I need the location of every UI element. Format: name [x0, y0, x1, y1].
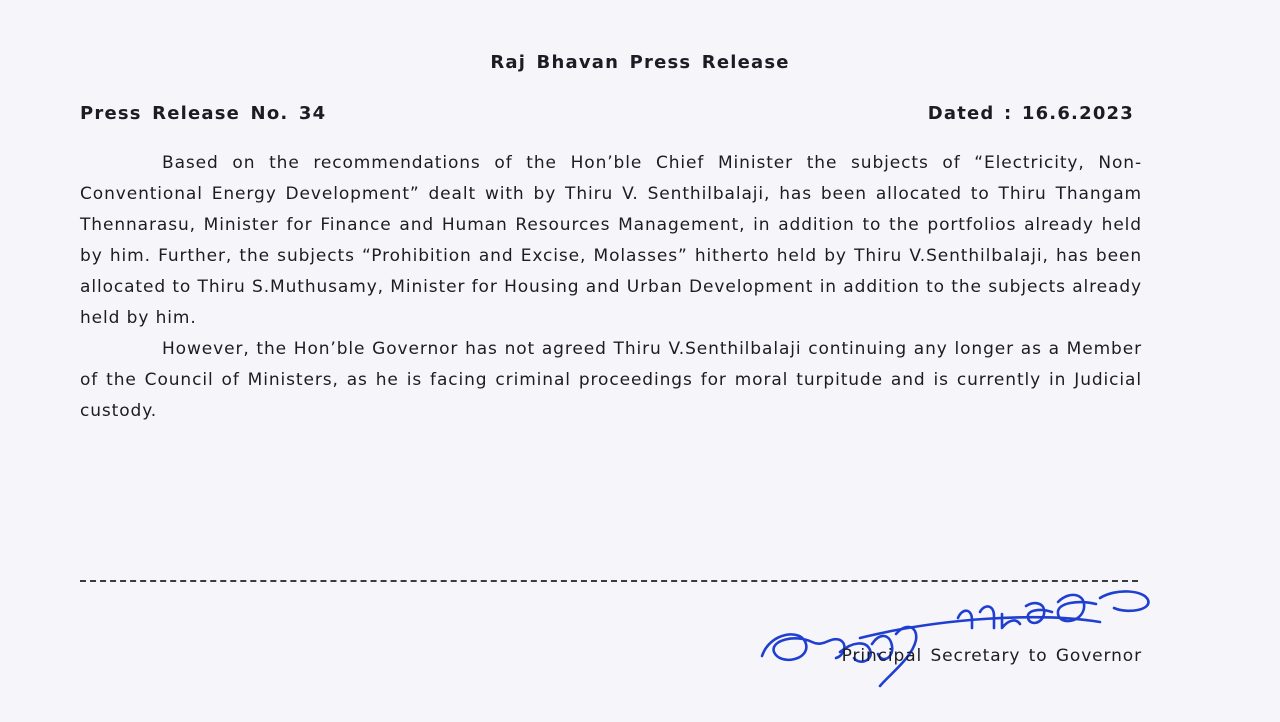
paragraph-2: However, the Hon’ble Governor has not agreed Thiru V.Senthilbalaji continuing any longer as a Member of the Council of Ministers, as he is facing criminal proceedings for moral turpitude and is currently in Judicial custody.: [80, 339, 1142, 421]
release-number: Press Release No. 34: [80, 103, 327, 124]
release-body: [80, 148, 1142, 427]
release-date: Dated : 16.6.2023: [927, 103, 1134, 124]
handwritten-signature: [740, 582, 1210, 692]
document-title: Raj Bhavan Press Release: [490, 52, 790, 73]
paragraph-1: Based on the recommendations of the Hon’ble Chief Minister the subjects of “Electricity, Non-Conventional Energy Development” dealt with by Thiru V. Senthilbalaji, has been allocated to Thiru Thangam Thennarasu, Minister for Finance and Human Resources Management, in addition to the portfolios already held by him. Further, the subjects “Prohibition and Excise, Molasses” hitherto held by Thiru V.Senthilbalaji, has been allocated to Thiru S.Muthusamy, Minister for Housing and Urban Development in addition to the subjects already held by him.: [80, 153, 1142, 328]
signatory-title: Principal Secretary to Governor: [841, 646, 1142, 666]
